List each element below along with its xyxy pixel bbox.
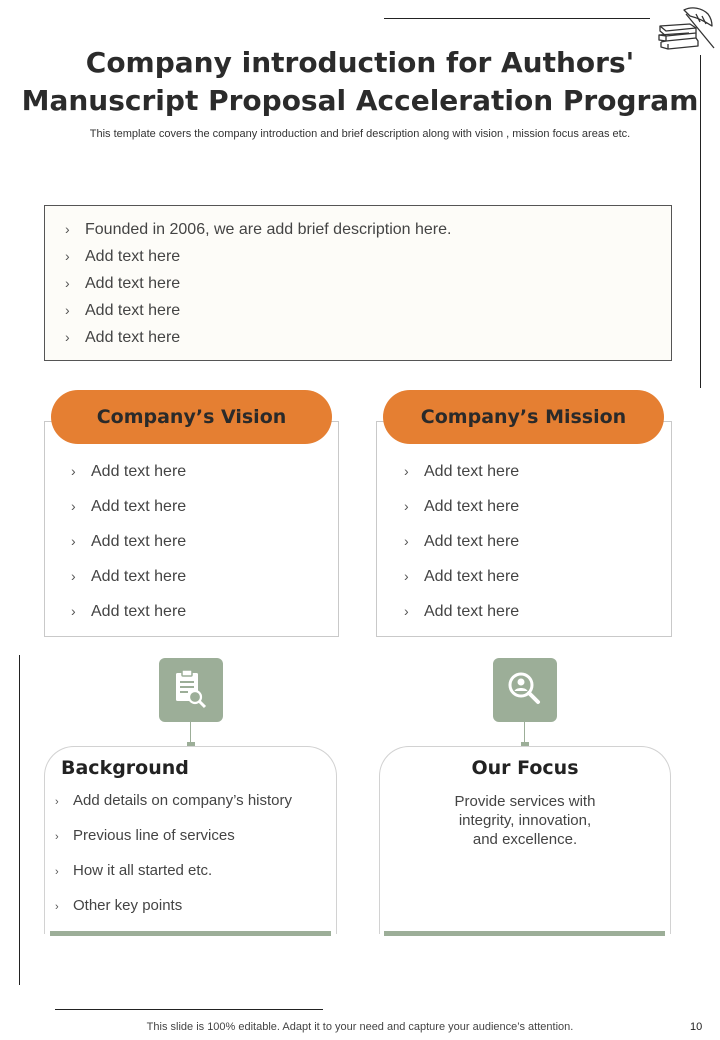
focus-line: and excellence.	[472, 831, 578, 848]
background-item-text: Add details on company’s history	[73, 792, 293, 809]
vision-item-text: Add text here	[91, 603, 187, 620]
intro-item-text: Add text here	[85, 329, 181, 346]
background-list	[55, 791, 292, 931]
intro-item	[65, 218, 671, 245]
focus-title: Our Focus	[471, 757, 579, 779]
chevron-right-icon: ›	[404, 603, 409, 619]
mission-heading-pill: Company’s Mission	[383, 390, 664, 444]
background-item	[55, 861, 292, 896]
chevron-right-icon: ›	[65, 248, 70, 264]
chevron-right-icon: ›	[404, 533, 409, 549]
intro-item	[65, 245, 671, 272]
vision-card	[44, 421, 339, 637]
vision-item	[71, 530, 338, 565]
background-connector-line	[190, 722, 191, 742]
page-title-line2: Manuscript Proposal Acceleration Program	[21, 84, 699, 117]
chevron-right-icon: ›	[404, 463, 409, 479]
vision-item	[71, 565, 338, 600]
focus-icon-tile	[493, 658, 557, 722]
mission-list	[377, 422, 671, 635]
background-item-text: Previous line of services	[73, 827, 235, 844]
focus-description	[380, 792, 670, 849]
vision-item-text: Add text here	[91, 463, 187, 480]
chevron-right-icon: ›	[71, 568, 76, 584]
chevron-right-icon: ›	[65, 221, 70, 237]
intro-item	[65, 326, 671, 353]
vision-item	[71, 460, 338, 495]
footer-divider-line	[55, 1009, 323, 1010]
chevron-right-icon: ›	[55, 866, 59, 878]
vision-item-text: Add text here	[91, 498, 187, 515]
vision-item	[71, 600, 338, 635]
background-icon-tile	[159, 658, 223, 722]
background-item	[55, 896, 292, 931]
page-title-line1: Company introduction for Authors'	[85, 46, 635, 79]
background-card	[44, 746, 337, 934]
top-divider-line	[384, 18, 650, 19]
page-number: 10	[690, 1021, 703, 1033]
page-subtitle: This template covers the company introduction and brief description along with vision , mission focus areas etc.	[89, 128, 631, 140]
chevron-right-icon: ›	[71, 533, 76, 549]
chevron-right-icon: ›	[65, 275, 70, 291]
mission-item-text: Add text here	[424, 463, 520, 480]
chevron-right-icon: ›	[65, 329, 70, 345]
vision-item-text: Add text here	[91, 568, 187, 585]
intro-list	[45, 206, 671, 353]
chevron-right-icon: ›	[65, 302, 70, 318]
intro-item	[65, 272, 671, 299]
mission-item	[404, 565, 671, 600]
chevron-right-icon: ›	[71, 463, 76, 479]
chevron-right-icon: ›	[404, 568, 409, 584]
chevron-right-icon: ›	[55, 901, 59, 913]
chevron-right-icon: ›	[404, 498, 409, 514]
intro-item-text: Add text here	[85, 302, 181, 319]
vision-item	[71, 495, 338, 530]
footer-note: This slide is 100% editable. Adapt it to your need and capture your audience’s attention.	[146, 1021, 574, 1033]
background-item-text: How it all started etc.	[73, 862, 213, 879]
mission-item	[404, 495, 671, 530]
focus-accent-bar	[384, 931, 665, 936]
background-item-text: Other key points	[73, 897, 183, 914]
intro-box	[44, 205, 672, 361]
mission-item-text: Add text here	[424, 533, 520, 550]
intro-item-text: Add text here	[85, 248, 181, 265]
page-title	[0, 44, 720, 120]
vision-heading-pill: Company’s Vision	[51, 390, 332, 444]
background-title: Background	[61, 757, 189, 779]
vision-item-text: Add text here	[91, 533, 187, 550]
chevron-right-icon: ›	[55, 796, 59, 808]
background-accent-bar	[50, 931, 331, 936]
vision-list	[45, 422, 338, 635]
focus-line: Provide services with	[454, 793, 596, 810]
document-search-icon	[159, 658, 223, 722]
person-search-icon	[493, 658, 557, 722]
intro-item-text: Founded in 2006, we are add brief description here.	[85, 221, 452, 238]
intro-item	[65, 299, 671, 326]
mission-item-text: Add text here	[424, 568, 520, 585]
chevron-right-icon: ›	[71, 603, 76, 619]
chevron-right-icon: ›	[71, 498, 76, 514]
background-item	[55, 791, 292, 826]
mission-card	[376, 421, 672, 637]
background-item	[55, 826, 292, 861]
focus-connector-line	[524, 722, 525, 742]
focus-card	[379, 746, 671, 934]
chevron-right-icon: ›	[55, 831, 59, 843]
focus-line: integrity, innovation,	[458, 812, 592, 829]
mission-item	[404, 600, 671, 635]
mission-item	[404, 460, 671, 495]
mission-item	[404, 530, 671, 565]
mission-item-text: Add text here	[424, 498, 520, 515]
left-vertical-line	[19, 655, 20, 985]
mission-item-text: Add text here	[424, 603, 520, 620]
intro-item-text: Add text here	[85, 275, 181, 292]
